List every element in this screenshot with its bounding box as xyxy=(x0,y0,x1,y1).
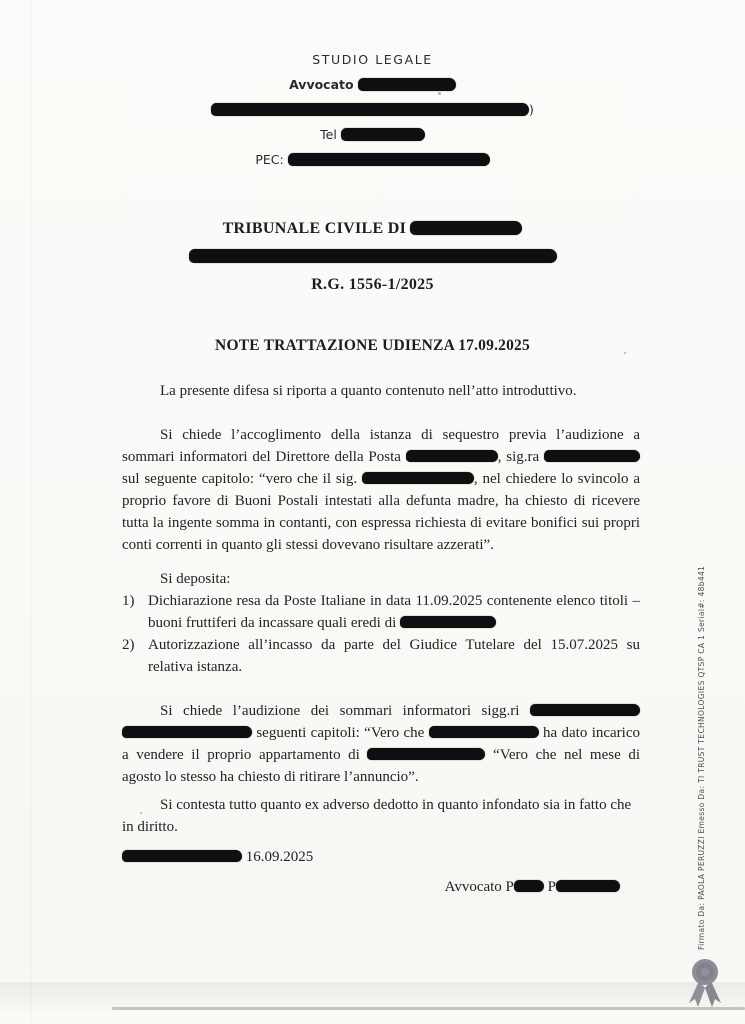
paragraph-intro xyxy=(122,380,640,402)
scan-bottom-edge xyxy=(112,1007,745,1010)
text-run: 16.09.2025 xyxy=(242,849,314,865)
redaction-bar xyxy=(514,880,544,892)
text-run: Si chiede l’accoglimento della istanza di sequestro previa l’audizione a sommari informatori del Direttore della Posta xyxy=(122,427,640,465)
text-run: PEC: xyxy=(255,152,288,167)
document-title: NOTE TRATTAZIONE UDIENZA 17.09.2025 xyxy=(215,337,530,354)
redaction-bar xyxy=(288,153,490,166)
letter-body xyxy=(122,380,640,898)
text-run: seguenti capitoli: “Vero che xyxy=(252,725,429,741)
text-run: ha dato incarico a vendere il proprio appartamento di xyxy=(122,725,640,763)
redaction-bar xyxy=(122,726,252,738)
redaction-bar xyxy=(400,616,496,628)
signature-line xyxy=(122,876,640,898)
text-run: Avvocato xyxy=(289,77,358,92)
text-run: , sig.ra xyxy=(497,449,544,465)
text-run: Dichiarazione resa da Poste Italiane in data 11.09.2025 contenente elenco titoli – buoni fruttiferi da incassare quali eredi di xyxy=(148,593,640,631)
text-run: ) xyxy=(529,102,534,117)
redaction-bar xyxy=(410,221,522,235)
list-item-text xyxy=(148,590,640,634)
redaction-bar xyxy=(122,850,242,862)
list-item-text xyxy=(148,634,640,678)
paragraph-witnesses xyxy=(122,700,640,788)
scan-bottom-shadow xyxy=(0,982,745,1010)
redaction-bar xyxy=(341,128,425,141)
paragraph-contest xyxy=(122,794,640,838)
redaction-bar xyxy=(362,472,474,484)
court-title xyxy=(0,220,745,236)
letterhead-phone-line xyxy=(0,127,745,143)
letterhead xyxy=(0,52,745,177)
certificate-ribbon-icon xyxy=(684,955,726,1009)
digital-signature-info: Firmato Da: PAOLA PERUZZI Emesso Da: TI TRUST TECHNOLOGIES QTSP CA 1 Serial#: 48b441 xyxy=(697,565,706,950)
letterhead-lawyer-line xyxy=(0,77,745,93)
redaction-bar xyxy=(367,748,485,760)
text-run: TRIBUNALE CIVILE DI xyxy=(222,220,411,237)
law-firm-name: STUDIO LEGALE xyxy=(312,52,433,67)
parties-line-redacted xyxy=(0,248,745,264)
redaction-bar xyxy=(211,103,529,116)
list-item xyxy=(122,634,640,678)
text-run: P xyxy=(543,879,556,895)
place-date-line xyxy=(122,846,640,868)
text-run: Si contesta tutto quanto ex adverso dedotto in quanto infondato sia in fatto che in diritto. xyxy=(122,797,632,835)
text-run: Tel xyxy=(320,127,341,142)
redaction-bar xyxy=(429,726,539,738)
text-run: , nel chiedere lo svincolo a proprio favore di Buoni Postali intestati alla defunta madre, ha chiesto di ricevere tutta la ingente somma in contanti, con espressa richiesta di evitare bonifici sui propri conti correnti in quanto gli stessi dovevano risultare azzerati”. xyxy=(122,471,640,553)
redaction-bar xyxy=(530,704,640,716)
deposita-label: Si deposita: xyxy=(160,571,231,587)
list-item-marker: 2) xyxy=(122,637,135,653)
redaction-bar xyxy=(556,880,620,892)
deposit-list xyxy=(122,590,640,678)
letterhead-pec-line xyxy=(0,152,745,168)
text-run: “Vero che nel mese di agosto lo stesso ha chiesto di ritirare l’annuncio”. xyxy=(122,747,641,785)
redaction-bar xyxy=(544,450,640,462)
text-run: sul seguente capitolo: “vero che il sig. xyxy=(122,471,362,487)
text-run: La presente difesa si riporta a quanto contenuto nell’atto introduttivo. xyxy=(160,383,577,399)
paragraph-sequestro-request xyxy=(122,424,640,556)
redaction-bar xyxy=(358,78,456,91)
text-run: Si chiede l’audizione dei sommari informatori sigg.ri xyxy=(160,703,530,719)
redaction-bar xyxy=(189,249,557,263)
court-heading xyxy=(0,220,745,304)
case-number: R.G. 1556-1/2025 xyxy=(311,276,434,293)
text-run: Avvocato P xyxy=(444,879,514,895)
redaction-bar xyxy=(406,450,498,462)
text-run: Autorizzazione all’incasso da parte del Giudice Tutelare del 15.07.2025 su relativa istanza. xyxy=(148,637,640,675)
list-item-marker: 1) xyxy=(122,593,135,609)
letterhead-address-line xyxy=(0,102,745,118)
list-item xyxy=(122,590,640,634)
